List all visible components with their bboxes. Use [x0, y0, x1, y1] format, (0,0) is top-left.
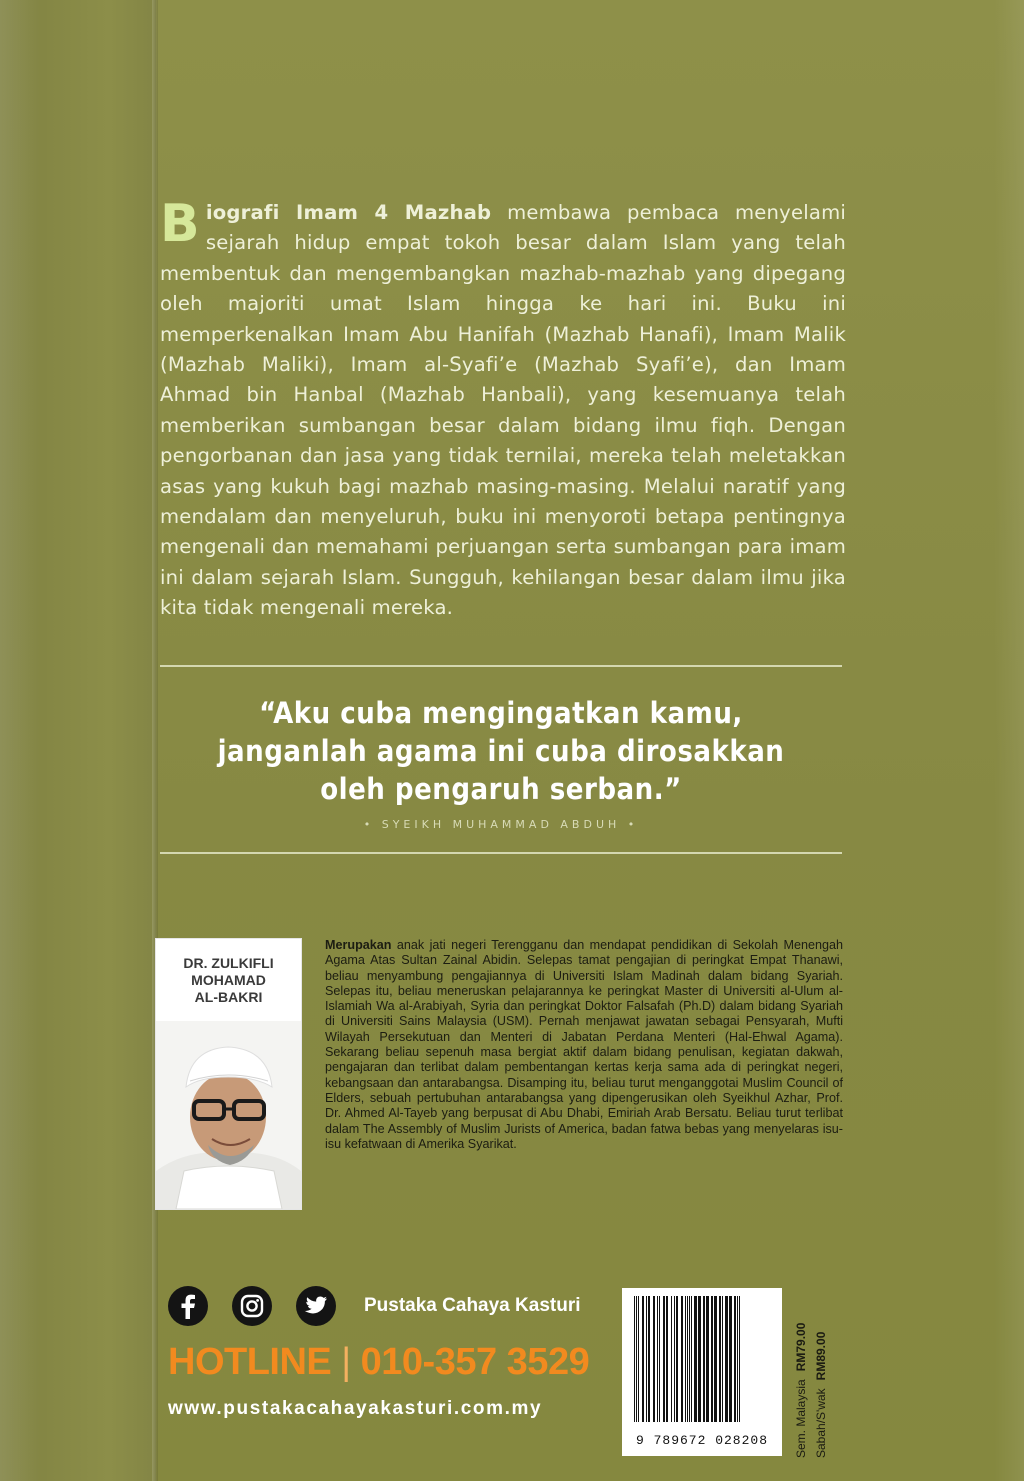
plastic-wrap-edge — [994, 0, 1024, 1481]
hotline-number[interactable]: 010-357 3529 — [360, 1341, 590, 1383]
twitter-icon[interactable] — [296, 1286, 336, 1326]
barcode-bar — [638, 1296, 639, 1422]
barcode-bar — [689, 1296, 690, 1422]
quote-line-3: oleh pengaruh serban.” — [320, 772, 682, 806]
barcode-bar — [694, 1296, 697, 1422]
synopsis-body: membawa pembaca menyelami sejarah hidup empat tokoh besar dalam Islam yang telah membentuk dan mengembangkan mazhab-mazhab yang dipegang oleh majoriti umat Islam hingga ke hari ini. Buku ini memperkenalkan Imam Abu Hanifah (Mazhab Hanafi), Imam Malik (Mazhab Maliki), Imam al-Syafi’e (Mazhab Syafi’e), dan Imam Ahmad bin Hanbal (Mazhab Hanbali), yang kesemuanya telah memberikan sumbangan besar dalam bidang ilmu fiqh. Dengan pengorbanan dan jasa yang tidak ternilai, mereka telah meletakkan asas yang kukuh bagi mazhab masing-masing. Melalui naratif yang mendalam dan menyeluruh, buku ini menyoroti betapa pentingnya mengenali dan memahami perjuangan serta sumbangan para imam ini dalam sejarah Islam. Sungguh, kehilangan besar dalam ilmu jika kita tidak mengenali mereka. — [160, 201, 846, 620]
barcode-bar — [687, 1296, 688, 1422]
author-name-line-1: DR. ZULKIFLI — [183, 955, 274, 971]
barcode-bar — [739, 1296, 740, 1422]
author-name-line-3: AL-BAKRI — [194, 989, 263, 1005]
hotline-label: HOTLINE — [168, 1341, 332, 1383]
barcode-bar — [719, 1296, 721, 1422]
barcode-bar — [648, 1296, 650, 1422]
barcode-bar — [725, 1296, 728, 1422]
barcode-bar — [737, 1296, 738, 1422]
instagram-icon[interactable] — [232, 1286, 272, 1326]
quote-block — [160, 694, 842, 808]
quote-attribution: • SYEIKH MUHAMMAD ABDUH • — [363, 818, 639, 831]
publisher-name: Pustaka Cahaya Kasturi — [364, 1295, 581, 1316]
barcode-bar — [711, 1296, 713, 1422]
barcode-bar — [657, 1296, 658, 1422]
barcode-bar — [646, 1296, 647, 1422]
barcode-bar — [653, 1296, 655, 1422]
synopsis-text — [160, 194, 846, 624]
spine-edge — [152, 0, 158, 1481]
barcode-bar — [642, 1296, 644, 1422]
book-title-inline: iografi Imam 4 Mazhab — [205, 201, 492, 224]
hotline — [168, 1340, 589, 1384]
quote-line-2: janganlah agama ini cuba dirosakkan — [217, 734, 785, 768]
divider-bottom — [160, 852, 842, 854]
bio-body: anak jati negeri Terengganu dan mendapat pendidikan di Sekolah Menengah Agama Atas Sultan Zainal Abidin. Selepas tamat pengajian di peringkat Empat Thanawi, beliau menyambung pengajiannya di Universiti Islam Madinah dalam bidang Syariah. Selepas itu, beliau meneruskan pelajarannya ke peringkat Master di Universiti al-Ulum al-Islamiah Wa al-Arabiyah, Syria dan peringkat Doktor Falsafah (Ph.D) dalam bidang Syariah di Universiti Sains Malaysia (USM). Pernah menjawat jawatan sebagai Pensyarah, Mufti Wilayah Persekutuan dan Menteri di Jabatan Perdana Menteri (Hal-Ehwal Agama). Sekarang beliau sepenuh masa bergiat aktif dalam bidang penulisan, kegiatan dakwah, pengajaran dan terlibat dalam pembentangan kertas kerja sama ada di peringkat negeri, kebangsaan dan antarabangsa. Disamping itu, beliau turut menganggotai Muslim Council of Elders, sebuah pertubuhan antarabangsa yang dipengerusikan oleh Syeikhul Azhar, Prof. Dr. Ahmed Al-Tayeb yang berpusat di Abu Dhabi, Emiriah Arab Bersatu. Beliau turut terlibat dalam The Assembly of Muslim Jurists of America, badan fatwa bebas yang menyelaras isu-isu kefatwaan di Amerika Syarikat. — [325, 938, 843, 1151]
isbn-barcode — [622, 1288, 782, 1428]
barcode-bar — [714, 1296, 717, 1422]
bio-lead-word: Merupakan — [325, 938, 392, 952]
barcode-bar — [636, 1296, 637, 1422]
barcode-bar — [659, 1296, 660, 1422]
author-biography — [325, 938, 843, 1152]
barcode-bar — [691, 1296, 692, 1422]
barcode-bar — [706, 1296, 709, 1422]
author-name — [156, 955, 301, 1006]
barcode-bar — [722, 1296, 723, 1422]
isbn-number: 9 789672 028208 — [635, 1433, 769, 1448]
barcode-bar — [634, 1296, 635, 1422]
barcode-bar — [698, 1296, 701, 1422]
divider-top — [160, 665, 842, 667]
barcode-bar — [681, 1296, 683, 1422]
author-photo — [156, 1021, 301, 1209]
price-value-1: RM79.00 — [794, 1322, 808, 1372]
barcode-bar — [671, 1296, 672, 1422]
barcode-bar — [676, 1296, 678, 1422]
barcode-panel — [622, 1288, 782, 1456]
social-media-row — [168, 1286, 581, 1326]
barcode-bar — [685, 1296, 686, 1422]
price-region-2: Sabah/S'wak — [814, 1388, 828, 1458]
plastic-wrap-glare — [0, 0, 40, 1481]
author-name-line-2: MOHAMAD — [191, 972, 266, 988]
price-value-2: RM89.00 — [814, 1331, 828, 1381]
price-label — [790, 1290, 850, 1458]
price-east — [814, 1290, 830, 1458]
barcode-bar — [663, 1296, 665, 1422]
website-url[interactable]: www.pustakacahayakasturi.com.my — [168, 1398, 543, 1419]
hotline-separator: | — [341, 1341, 351, 1383]
barcode-bar — [729, 1296, 732, 1422]
drop-cap: B — [160, 194, 200, 254]
facebook-icon[interactable] — [168, 1286, 208, 1326]
price-peninsular — [794, 1290, 810, 1458]
barcode-bar — [703, 1296, 705, 1422]
barcode-bar — [734, 1296, 736, 1422]
barcode-bar — [674, 1296, 675, 1422]
barcode-bar — [666, 1296, 668, 1422]
price-region-1: Sem. Malaysia — [794, 1379, 808, 1458]
quote-line-1: “Aku cuba mengingatkan kamu, — [259, 696, 743, 730]
author-card — [155, 938, 302, 1210]
